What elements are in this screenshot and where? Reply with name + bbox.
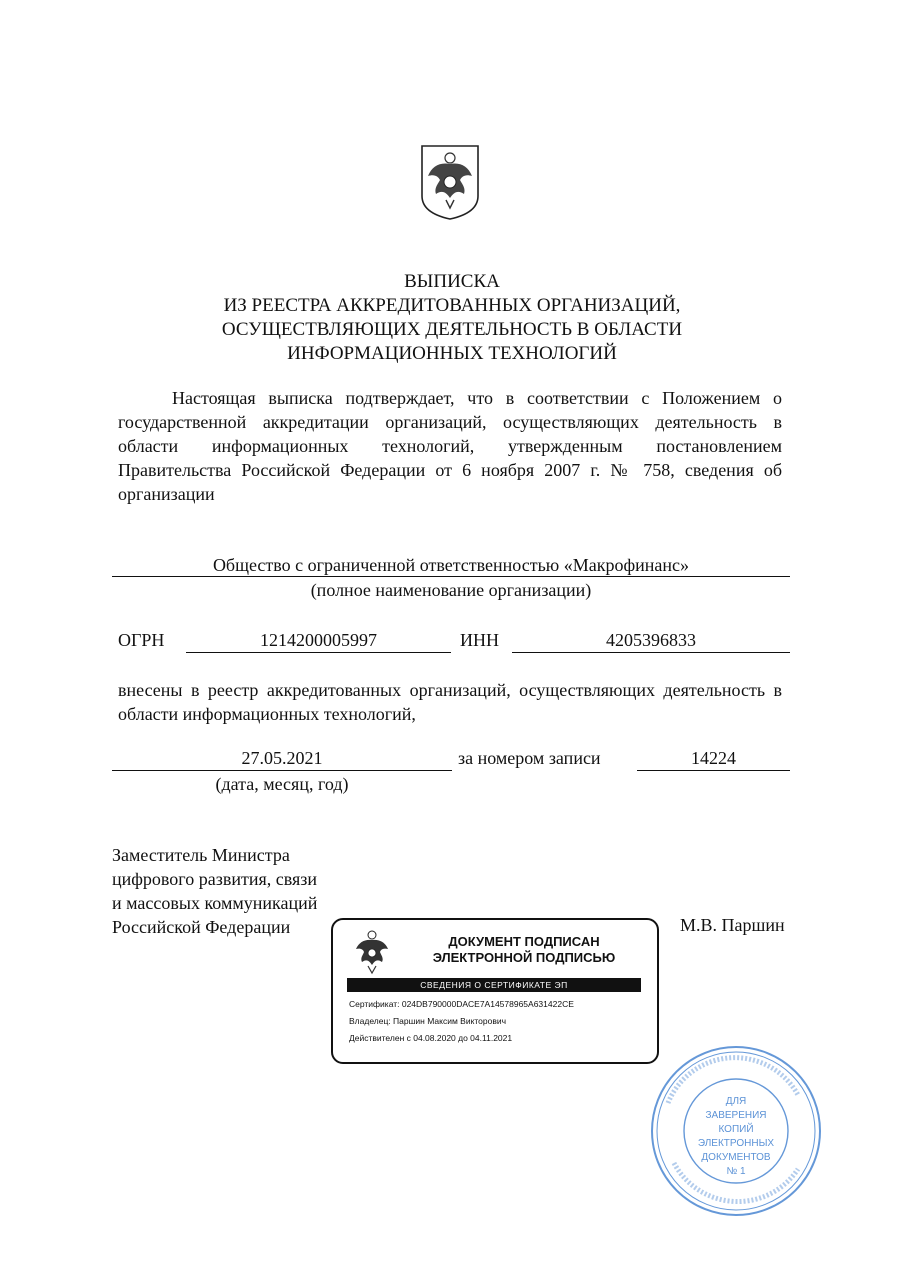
- e-signature-title-line: ЭЛЕКТРОННОЙ ПОДПИСЬЮ: [432, 950, 616, 965]
- ogrn-label: ОГРН: [118, 630, 165, 650]
- stamp-text: ДЛЯ: [725, 1096, 747, 1107]
- signatory-name: М.В. Паршин: [680, 915, 785, 935]
- certificate-number: Сертификат: 024DB790000DACE7A14578965A631422CE: [349, 999, 574, 1009]
- russian-coat-of-arms-icon: [351, 928, 393, 976]
- position-line: Российской Федерации: [112, 917, 291, 937]
- title-line: ИНФОРМАЦИОННЫХ ТЕХНОЛОГИЙ: [287, 343, 617, 364]
- inn-value: 4205396833: [512, 628, 790, 653]
- stamp-text: ЭЛЕКТРОННЫХ: [697, 1138, 775, 1149]
- signatory-position: [112, 843, 317, 939]
- registry-paragraph: внесены в реестр аккредитованных организаций, осуществляющих деятельность в области информационных технологий,: [118, 680, 782, 724]
- date-hint: (дата, месяц, год): [215, 774, 349, 794]
- intro-paragraph: [118, 386, 782, 506]
- intro-text: Настоящая выписка подтверждает, что в соответствии с Положением о государственной аккредитации организаций, осуществляющих деятельность в области информационных технологий, утвержденным постановлением Правительства Российской Федерации от 6 ноября 2007 г. № 758, сведения об организации: [118, 388, 782, 504]
- position-line: Заместитель Министра: [112, 845, 290, 865]
- position-line: цифрового развития, связи: [112, 869, 318, 889]
- title-line: ИЗ РЕЕСТРА АККРЕДИТОВАННЫХ ОРГАНИЗАЦИЙ,: [223, 295, 681, 316]
- position-line: и массовых коммуникаций: [112, 893, 318, 913]
- record-number: 14224: [637, 746, 790, 771]
- stamp-text: ЗАВЕРЕНИЯ: [705, 1110, 767, 1121]
- ogrn-value: 1214200005997: [186, 628, 451, 653]
- title-line: ОСУЩЕСТВЛЯЮЩИХ ДЕЯТЕЛЬНОСТЬ В ОБЛАСТИ: [221, 319, 683, 340]
- official-stamp: [648, 1043, 824, 1219]
- e-signature-title-line: ДОКУМЕНТ ПОДПИСАН: [448, 934, 600, 949]
- stamp-text: ДОКУМЕНТОВ: [701, 1152, 771, 1163]
- document-title: [100, 270, 804, 366]
- stamp-text: № 1: [726, 1166, 746, 1177]
- certificate-validity: Действителен с 04.08.2020 до 04.11.2021: [349, 1033, 513, 1043]
- inn-label: ИНН: [460, 630, 499, 650]
- registry-date: 27.05.2021: [112, 746, 452, 771]
- organization-name: Общество с ограниченной ответственностью «Макрофинанс»: [112, 553, 790, 577]
- e-signature-title: [399, 934, 649, 966]
- record-number-label: за номером записи: [458, 748, 601, 768]
- russian-coat-of-arms-icon: [418, 144, 482, 220]
- title-line: ВЫПИСКА: [404, 271, 500, 292]
- certificate-info-bar: СВЕДЕНИЯ О СЕРТИФИКАТЕ ЭП: [347, 978, 641, 992]
- stamp-text: КОПИЙ: [718, 1124, 754, 1135]
- certificate-owner: Владелец: Паршин Максим Викторович: [349, 1016, 507, 1026]
- organization-name-hint: (полное наименование организации): [310, 580, 592, 600]
- e-signature-box: [331, 918, 659, 1064]
